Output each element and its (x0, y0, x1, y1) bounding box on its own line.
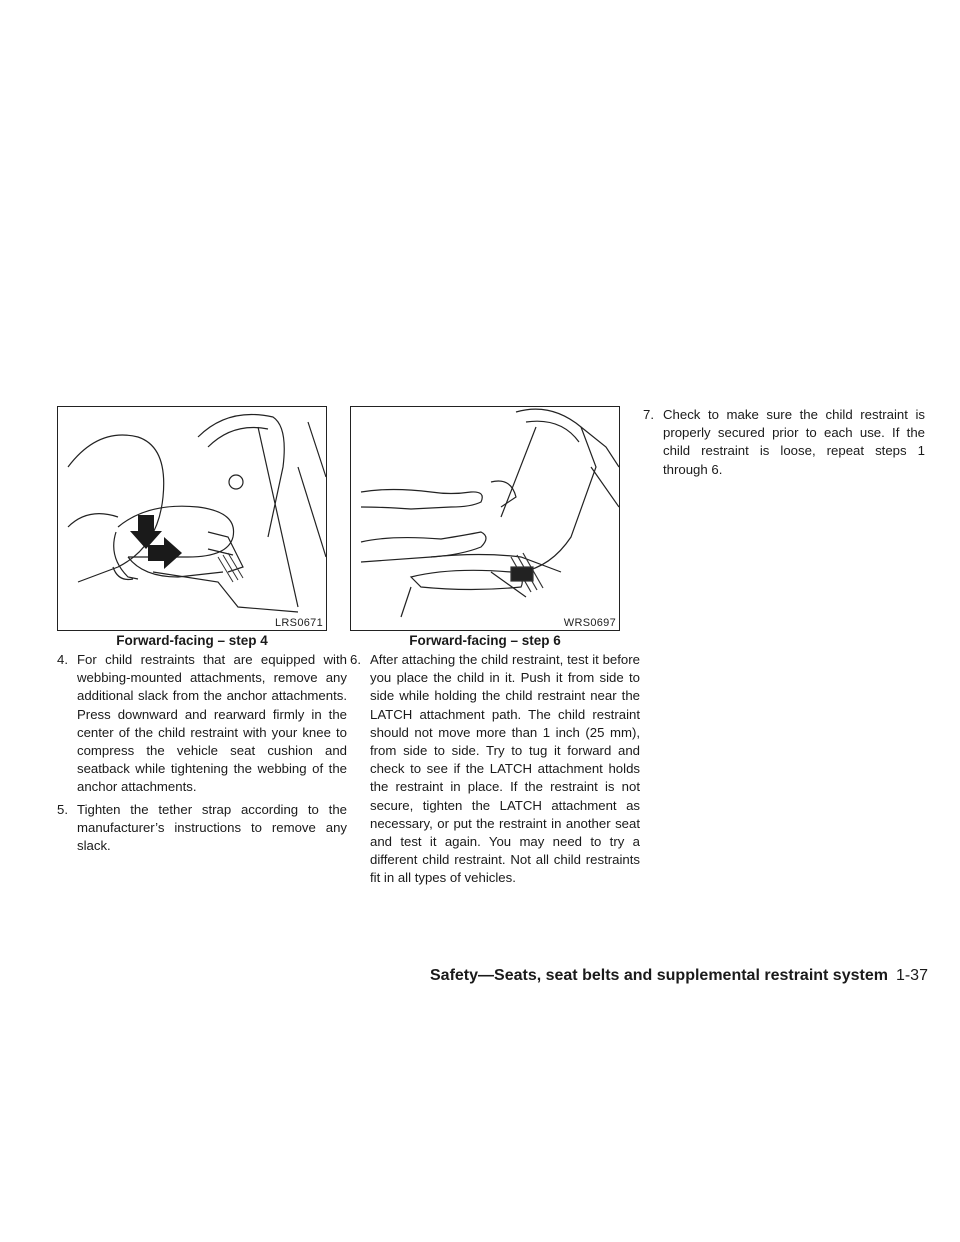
page-number: 1-37 (895, 967, 928, 984)
step-number: 5. (57, 802, 68, 817)
figure-step-6 (350, 406, 620, 631)
step-7 (643, 406, 925, 479)
step-5 (57, 801, 347, 856)
figure-caption: Forward-facing – step 6 (409, 633, 561, 648)
figure-code: WRS0697 (563, 617, 616, 629)
section-title: Safety—Seats, seat belts and supplemental restraint system (430, 967, 888, 984)
step-number: 6. (350, 652, 361, 667)
illustration-step-4 (58, 407, 326, 630)
figure-code: LRS0671 (275, 617, 323, 629)
step-4 (57, 651, 347, 797)
figure-caption: Forward-facing – step 4 (116, 633, 268, 648)
step-number: 7. (643, 407, 654, 422)
figure-step-4 (57, 406, 327, 631)
step-text: Tighten the tether strap according to the manufacturer’s instructions to remove any slack. (77, 802, 347, 854)
step-text: After attaching the child restraint, test it before you place the child in it. Push it from side to side while holding the child restraint near the LATCH attachment path. The child restraint should not move more than 1 inch (25 mm), from side to side. Try to tug it forward and check to see if the LATCH attachment holds the restraint in place. If the restraint is not secure, tighten the LATCH attachment as necessary, or put the restraint in another seat and test it again. You may need to try a different child restraint. Not all child restraints fit in all types of vehicles. (370, 652, 640, 886)
step-text: Check to make sure the child restraint is properly secured prior to each use. If the child restraint is loose, repeat steps 1 through 6. (663, 407, 925, 477)
page-footer (430, 967, 930, 985)
step-text: For child restraints that are equipped with webbing-mounted attachments, remove any additional slack from the anchor attachments. Press downward and rearward firmly in the center of the child restraint with your knee to compress the vehicle seat cushion and seatback while tightening the webbing of the anchor attachments. (77, 652, 347, 795)
step-6 (350, 651, 640, 888)
illustration-step-6 (351, 407, 619, 630)
step-number: 4. (57, 652, 68, 667)
